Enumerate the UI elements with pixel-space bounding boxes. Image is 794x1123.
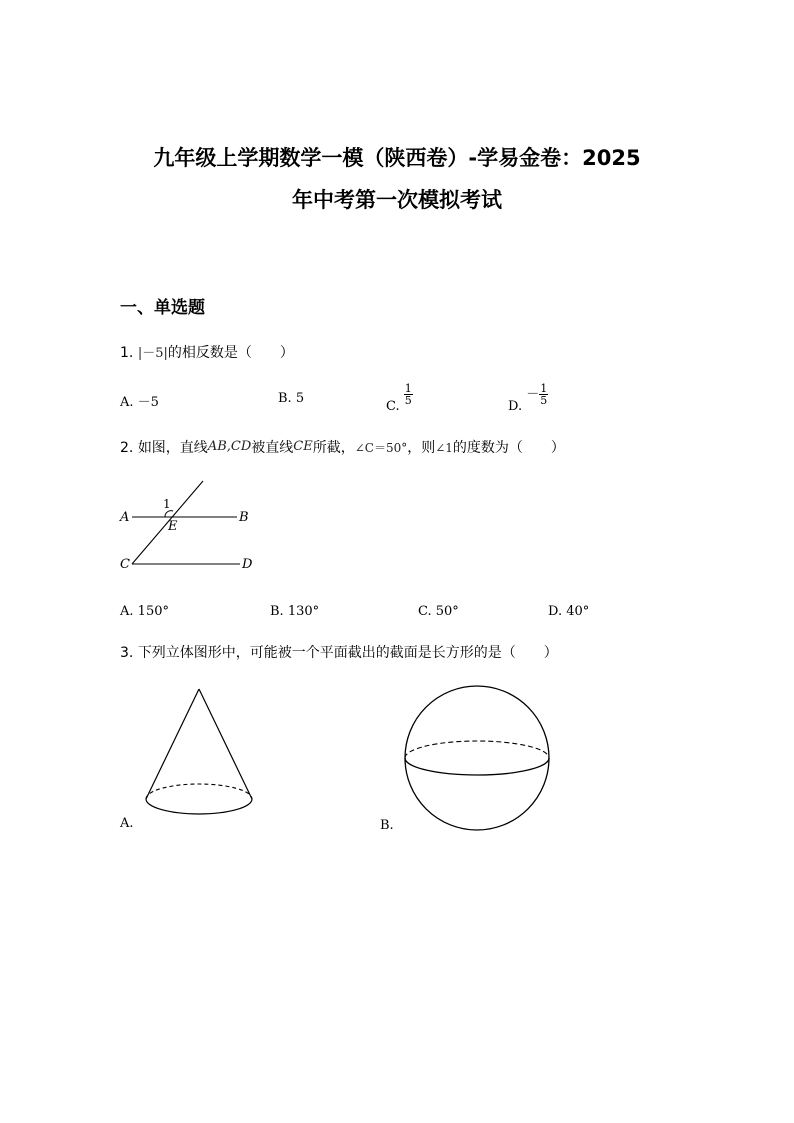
question-2-transversal: CE — [293, 439, 313, 454]
question-2-text-e: 的度数为（ ） — [452, 440, 565, 456]
question-3 — [120, 642, 558, 662]
q2-option-b — [270, 604, 319, 619]
question-3-number: 3. — [120, 645, 134, 661]
figure-label-d: D — [242, 557, 253, 572]
figure-label-c: C — [120, 557, 130, 572]
q1-option-b — [278, 391, 304, 406]
q2-option-a-label: A. — [120, 604, 134, 619]
q2-parallel-lines-figure — [115, 475, 265, 575]
q2-option-c — [418, 604, 459, 619]
q2-option-b-value: 130° — [287, 604, 320, 619]
q2-option-d — [548, 604, 589, 619]
q1-option-b-label: B. — [278, 391, 292, 406]
question-2-lines: AB,CD — [207, 439, 252, 454]
q2-option-d-label: D. — [548, 604, 563, 619]
q2-option-c-value: 50° — [435, 604, 459, 619]
cone-figure — [140, 685, 260, 830]
page-title-line2: 年中考第一次模拟考试 — [292, 188, 502, 212]
page-title-line1: 九年级上学期数学一模（陕西卷）-学易金卷：2025 — [153, 146, 641, 170]
section-heading: 一、单选题 — [120, 298, 205, 318]
figure-label-a: A — [120, 510, 130, 525]
q3-option-b-label: B. — [380, 818, 394, 833]
q1-option-c-numerator: 1 — [404, 382, 412, 395]
q2-option-c-label: C. — [418, 604, 432, 619]
q2-option-a — [120, 604, 169, 619]
question-2-angle-1: ∠1 — [435, 441, 453, 455]
question-1 — [120, 342, 294, 362]
q1-option-d-denominator: 5 — [540, 394, 548, 407]
question-3-text: 下列立体图形中，可能被一个平面截出的截面是长方形的是（ ） — [137, 645, 558, 661]
sphere-outline — [405, 686, 549, 830]
question-2-text-c: 所截， — [312, 440, 355, 456]
q1-option-d-sign: － — [526, 387, 540, 402]
q1-option-a-label: A. — [120, 395, 134, 410]
q1-option-a-value: －5 — [137, 395, 159, 410]
q1-option-c-label: C. — [386, 399, 400, 414]
question-1-text: 的相反数是（ ） — [167, 345, 294, 361]
q2-option-a-value: 150° — [137, 604, 169, 619]
q3-option-a-label: A. — [120, 816, 134, 831]
sphere-equator-front — [405, 758, 549, 775]
q1-option-c-denominator: 5 — [404, 394, 412, 407]
sphere-figure — [400, 683, 555, 833]
cone-right-edge — [199, 689, 252, 799]
question-2-number: 2. — [120, 440, 134, 456]
question-2-text-b: 被直线 — [251, 440, 294, 456]
q1-option-d-numerator: 1 — [540, 382, 548, 395]
question-2-text-a: 如图，直线 — [137, 440, 208, 456]
q2-option-d-value: 40° — [566, 604, 590, 619]
q1-option-d-fraction — [539, 383, 548, 406]
question-2-angle-c: ∠C＝50° — [354, 441, 408, 455]
question-1-expression: |－5| — [137, 346, 168, 361]
q2-option-b-label: B. — [270, 604, 284, 619]
q1-option-d-label: D. — [508, 399, 523, 414]
question-2-text-d: ，则 — [407, 440, 436, 456]
q1-option-c — [386, 383, 413, 414]
q1-option-c-fraction — [404, 383, 413, 406]
cone-base-back — [146, 784, 252, 799]
cone-left-edge — [146, 689, 199, 799]
q1-option-d — [508, 383, 548, 414]
q1-option-b-value: 5 — [295, 391, 305, 406]
figure-label-e: E — [168, 519, 178, 534]
cone-base-front — [146, 799, 252, 814]
figure-label-1: 1 — [163, 497, 171, 511]
q1-option-a — [120, 391, 159, 410]
figure-label-b: B — [239, 510, 249, 525]
question-2 — [120, 437, 565, 457]
angle-1-arc — [165, 511, 173, 517]
sphere-equator-back — [405, 741, 549, 758]
question-1-number: 1. — [120, 345, 134, 361]
